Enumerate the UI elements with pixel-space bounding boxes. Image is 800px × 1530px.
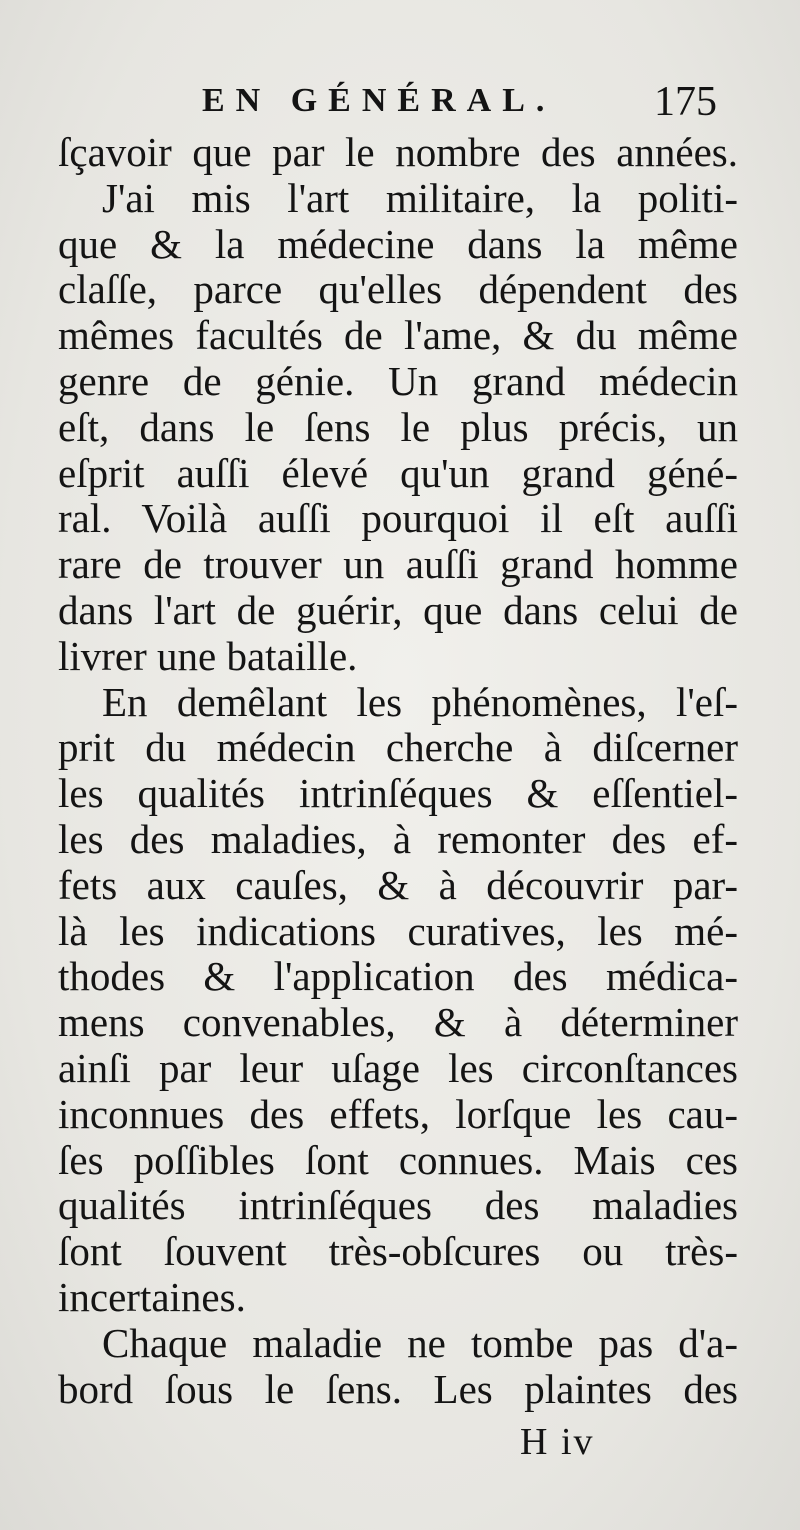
text-line: dans l'art de guérir, que dans celui de <box>58 586 738 633</box>
text-line: Chaque maladie ne tombe pas d'a- <box>102 1319 738 1366</box>
text-line: prit du médecin cherche à diſcerner <box>58 724 738 771</box>
text-line: bord ſous le ſens. Les plaintes des <box>58 1365 738 1412</box>
text-line: ſes poſſibles ſont connues. Mais ces <box>58 1136 738 1183</box>
text-line: genre de génie. Un grand médecin <box>58 357 738 404</box>
text-line: rare de trouver un auſſi grand homme <box>58 541 738 588</box>
text-line: eſt, dans le ſens le plus précis, un <box>58 403 738 450</box>
text-line: les qualités intrinſéques & eſſentiel- <box>58 770 738 817</box>
page-header <box>0 79 800 132</box>
text-line: ainſi par leur uſage les circonſtances <box>58 1044 738 1091</box>
page-number: 175 <box>654 79 717 125</box>
text-line: ſçavoir que par le nombre des années. <box>58 129 738 175</box>
text-line: eſprit auſſi élevé qu'un grand géné- <box>58 449 738 496</box>
text-line: J'ai mis l'art militaire, la politi- <box>102 174 738 221</box>
text-line: fets aux cauſes, & à découvrir par- <box>58 861 738 908</box>
text-line: ral. Voilà auſſi pourquoi il eſt auſſi <box>58 495 738 542</box>
text-line: là les indications curatives, les mé- <box>58 907 738 954</box>
running-head: EN GÉNÉRAL. <box>202 82 556 119</box>
text-line: mens convenables, & à déterminer <box>58 999 738 1046</box>
text-line: livrer une bataille. <box>58 632 358 679</box>
text-line: que & la médecine dans la même <box>58 220 738 267</box>
text-line: inconnues des effets, lorſque les cau- <box>58 1090 738 1137</box>
text-line: qualités intrinſéques des maladies <box>58 1182 738 1229</box>
text-line: incertaines. <box>58 1273 246 1320</box>
signature-mark: H iv <box>520 1421 595 1463</box>
text-line: claſſe, parce qu'elles dépendent des <box>58 266 738 313</box>
text-line: En demêlant les phénomènes, l'eſ- <box>102 678 738 725</box>
text-line: thodes & l'application des médica- <box>58 953 738 1000</box>
text-line: les des maladies, à remonter des ef- <box>58 815 738 862</box>
text-line: ſont ſouvent très-obſcures ou très- <box>58 1228 738 1275</box>
text-line: mêmes facultés de l'ame, & du même <box>58 312 738 359</box>
body-text <box>58 130 738 1412</box>
